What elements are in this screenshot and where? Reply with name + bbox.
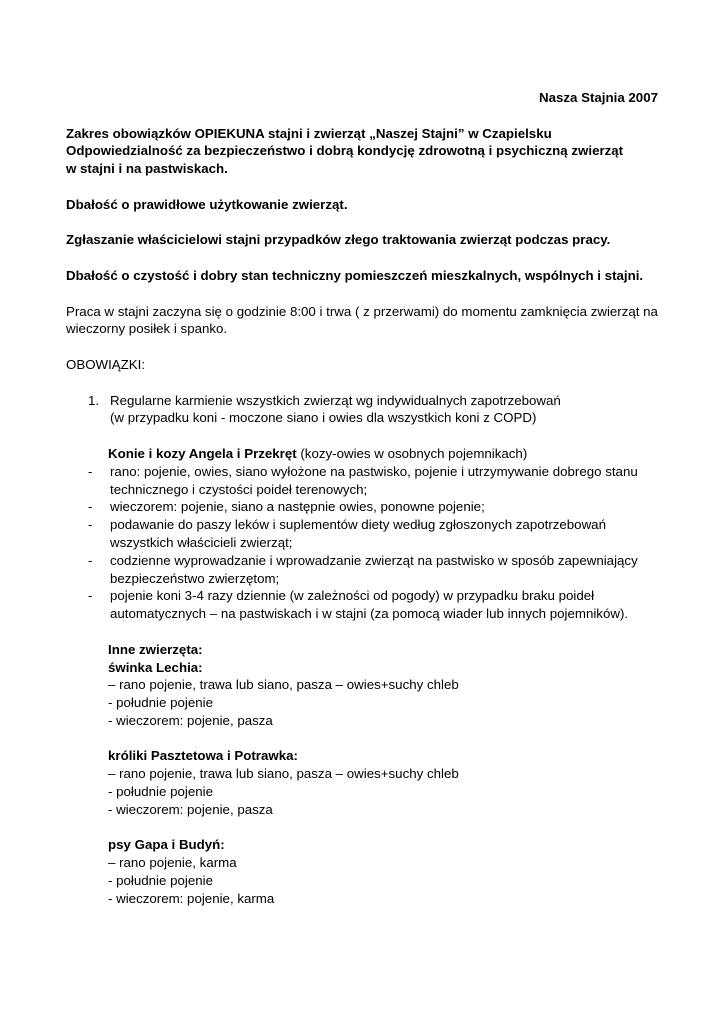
- dash-bullet: -: [88, 463, 93, 479]
- animal-group-dogs: [66, 836, 658, 907]
- feeding-noon: - południe pojenie: [108, 695, 213, 711]
- duty-usage: Dbałość o prawidłowe użytkowanie zwierząt.: [66, 196, 348, 212]
- animal-name: świnka Lechia:: [108, 659, 203, 675]
- horse-duty-item: [66, 516, 658, 552]
- dash-bullet: -: [88, 588, 93, 604]
- title-line-3: w stajni i na pastwiskach.: [66, 161, 228, 177]
- title-line-2: Odpowiedzialność za bezpieczeństwo i dobrą kondycję zdrowotną i psychiczną zwierząt: [66, 143, 624, 159]
- feeding-morning: – rano pojenie, trawa lub siano, pasza – owies+suchy chleb: [108, 766, 459, 782]
- document-page: [66, 89, 658, 908]
- horse-duty-item: [66, 552, 658, 588]
- org-header: Nasza Stajnia 2007: [538, 90, 658, 105]
- dash-bullet: -: [88, 552, 93, 568]
- dash-bullet: -: [88, 499, 93, 515]
- horses-heading-note: (kozy-owies w osobnych pojemnikach): [296, 445, 528, 461]
- horse-duty-item: [66, 498, 658, 516]
- horse-duty-line-1: rano: pojenie, owies, siano wyłożone na pastwisko, pojenie i utrzymywanie dobrego stanu: [110, 463, 638, 479]
- other-animals-heading: Inne zwierzęta:: [108, 641, 203, 657]
- item-number: 1.: [88, 392, 100, 408]
- animal-group-rabbits: [66, 747, 658, 818]
- work-hours-line-2: wieczorny posiłek i spanko.: [66, 321, 228, 337]
- feeding-morning: – rano pojenie, karma: [108, 855, 237, 871]
- obligations-heading: OBOWIĄZKI:: [66, 356, 146, 372]
- horse-duty-line-1: podawanie do paszy leków i suplementów diety według zgłoszonych zapotrzebowań: [110, 517, 606, 533]
- horses-heading-bold: Konie i kozy Angela i Przekręt: [108, 445, 297, 461]
- horse-duty-line-2: automatycznych – na pastwiskach i w stajni (za pomocą wiader lub innych pojemników).: [110, 606, 629, 622]
- feeding-evening: - wieczorem: pojenie, karma: [108, 890, 275, 906]
- animal-group-pig: [66, 659, 658, 730]
- duty-reporting: Zgłaszanie właścicielowi stajni przypadków złego traktowania zwierząt podczas pracy.: [66, 232, 611, 248]
- horse-duty-line-1: codzienne wyprowadzanie i wprowadzanie zwierząt na pastwisko w sposób zapewniający: [110, 552, 638, 568]
- horse-duty-line-1: pojenie koni 3-4 razy dziennie (w zależności od pogody) w przypadku braku poideł: [110, 588, 595, 604]
- dash-bullet: -: [88, 517, 93, 533]
- horse-duty-line-2: technicznego i czystości poideł terenowych;: [110, 481, 368, 497]
- duty-cleanliness: Dbałość o czystość i dobry stan techniczny pomieszczeń mieszkalnych, wspólnych i stajni.: [66, 267, 644, 283]
- horse-duty-line-2: bezpieczeństwo zwierzętom;: [110, 570, 280, 586]
- horse-duty-line-1: wieczorem: pojenie, siano a następnie owies, ponowne pojenie;: [110, 499, 485, 515]
- work-hours-line-1: Praca w stajni zaczyna się o godzinie 8:00 i trwa ( z przerwami) do momentu zamknięcia zwierząt na: [66, 303, 658, 319]
- feeding-noon: - południe pojenie: [108, 873, 213, 889]
- horse-duty-line-2: wszystkich właścicieli zwierząt;: [110, 534, 293, 550]
- horse-duty-item: [66, 463, 658, 499]
- numbered-item-line-2: (w przypadku koni - moczone siano i owies dla wszystkich koni z COPD): [110, 410, 537, 426]
- feeding-noon: - południe pojenie: [108, 784, 213, 800]
- feeding-evening: - wieczorem: pojenie, pasza: [108, 801, 273, 817]
- animal-name: króliki Pasztetowa i Potrawka:: [108, 748, 298, 764]
- feeding-morning: – rano pojenie, trawa lub siano, pasza – owies+suchy chleb: [108, 677, 459, 693]
- numbered-item-1: [66, 392, 658, 428]
- horses-heading: [66, 445, 658, 463]
- title-line-1: Zakres obowiązków OPIEKUNA stajni i zwierząt „Naszej Stajni” w Czapielsku: [66, 125, 552, 141]
- numbered-item-line-1: Regularne karmienie wszystkich zwierząt wg indywidualnych zapotrzebowań: [110, 392, 561, 408]
- feeding-evening: - wieczorem: pojenie, pasza: [108, 712, 273, 728]
- horse-duty-item: [66, 587, 658, 623]
- animal-name: psy Gapa i Budyń:: [108, 837, 225, 853]
